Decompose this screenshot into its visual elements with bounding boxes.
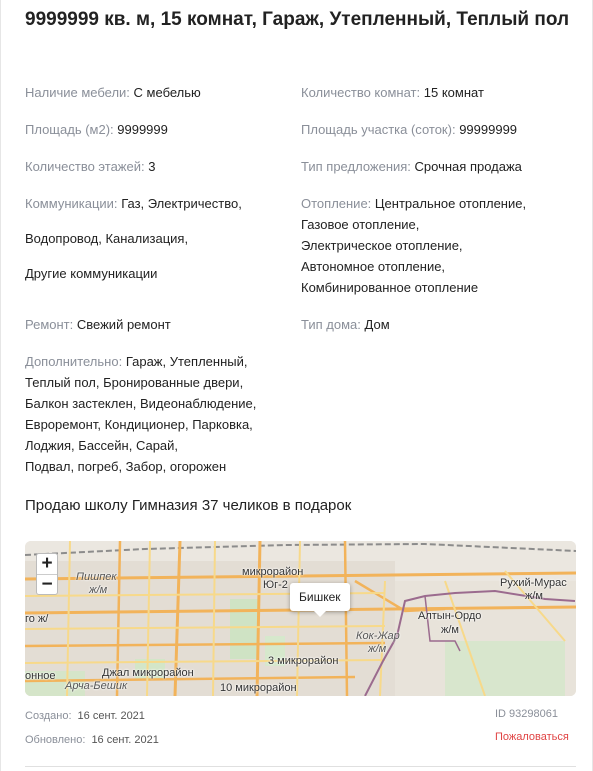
map-zoom-control: [36, 553, 58, 595]
attr-heating-line: Электрическое отопление,: [301, 238, 463, 253]
attr-value: 3: [148, 159, 156, 174]
map-label: Рухий-Мурас: [500, 577, 567, 589]
listing-title: 9999999 кв. м, 15 комнат, Гараж, Утепленный, Теплый пол: [25, 9, 570, 30]
attr-extra: [25, 351, 247, 372]
attr-heating-line: Автономное отопление,: [301, 259, 446, 274]
attr-value: Дом: [364, 317, 390, 332]
map-label: Джал микрорайон: [102, 667, 194, 679]
map-label: ж/м: [89, 584, 108, 596]
map-pin-label[interactable]: Бишкек: [290, 583, 350, 611]
attr-label: Наличие мебели:: [25, 85, 130, 100]
updated-value: 16 сент. 2021: [91, 734, 159, 746]
attr-value: 15 комнат: [423, 85, 484, 100]
attr-label: Ремонт:: [25, 317, 74, 332]
updated-date: [25, 733, 159, 747]
attr-label: Отопление:: [301, 196, 372, 211]
attr-rooms: [301, 82, 484, 103]
location-map[interactable]: [25, 541, 576, 696]
map-label: Юг-2: [263, 579, 288, 591]
attr-label: Тип предложения:: [301, 159, 411, 174]
map-label: ж/м: [368, 643, 387, 655]
attr-label: Коммуникации:: [25, 196, 118, 211]
map-label: Алтын-Ордо: [418, 610, 482, 622]
listing-description: Продаю школу Гимназия 37 челиков в подарок: [25, 497, 352, 514]
attr-offer: [301, 156, 522, 177]
attr-area: [25, 119, 168, 140]
attr-label: Тип дома:: [301, 317, 361, 332]
divider: [25, 766, 576, 767]
attr-value: Свежий ремонт: [76, 317, 171, 332]
attr-extra-line: Балкон застеклен, Видеонаблюдение,: [25, 396, 257, 411]
map-label: микрорайон: [242, 566, 304, 578]
attr-furniture: [25, 82, 201, 103]
map-label: го ж/: [25, 613, 49, 625]
created-date: [25, 709, 145, 723]
map-label: Арча-Бешик: [65, 680, 128, 692]
zoom-in-button[interactable]: +: [41, 553, 53, 574]
attr-extra-line: Подвал, погреб, Забор, огорожен: [25, 459, 227, 474]
attr-label: Дополнительно:: [25, 354, 123, 369]
zoom-out-button[interactable]: −: [37, 574, 57, 594]
attr-heating-line: Газовое отопление,: [301, 217, 420, 232]
attr-label: Площадь участка (соток):: [301, 122, 456, 137]
map-label: Кок-Жар: [356, 630, 400, 642]
attr-renovation: [25, 314, 171, 335]
attr-label: Количество комнат:: [301, 85, 421, 100]
attr-value: Газ, Электричество,: [121, 196, 242, 211]
attr-value: Центральное отопление,: [374, 196, 527, 211]
attr-house-type: [301, 314, 390, 335]
attr-value: Срочная продажа: [414, 159, 522, 174]
map-label: 3 микрорайон: [268, 655, 339, 667]
attr-heating: [301, 193, 526, 214]
attr-utilities-line: Другие коммуникации: [25, 266, 158, 281]
created-value: 16 сент. 2021: [77, 710, 145, 722]
updated-label: Обновлено:: [25, 734, 86, 746]
attr-floors: [25, 156, 155, 177]
attr-heating-line: Комбинированное отопление: [301, 280, 479, 295]
report-link[interactable]: Пожаловаться: [495, 731, 569, 743]
listing-id: ID 93298061: [495, 708, 558, 720]
attr-utilities-line: Водопровод, Канализация,: [25, 231, 189, 246]
attr-extra-line: Евроремонт, Кондиционер, Парковка,: [25, 417, 253, 432]
attr-value: Гараж, Утепленный,: [125, 354, 248, 369]
map-label: 10 микрорайон: [220, 682, 297, 694]
attr-value: С мебелью: [133, 85, 201, 100]
attr-label: Количество этажей:: [25, 159, 145, 174]
attr-utilities: [25, 193, 242, 214]
created-label: Создано:: [25, 710, 72, 722]
attr-label: Площадь (м2):: [25, 122, 114, 137]
map-label: онное: [25, 670, 56, 682]
attr-value: 99999999: [459, 122, 518, 137]
attr-plot: [301, 119, 517, 140]
map-label: ж/м: [525, 590, 543, 602]
attr-value: 9999999: [117, 122, 168, 137]
map-label: Пишпек: [76, 571, 117, 583]
map-label: ж/м: [441, 624, 459, 636]
attr-extra-line: Лоджия, Бассейн, Сарай,: [25, 438, 179, 453]
attr-extra-line: Теплый пол, Бронированные двери,: [25, 375, 244, 390]
